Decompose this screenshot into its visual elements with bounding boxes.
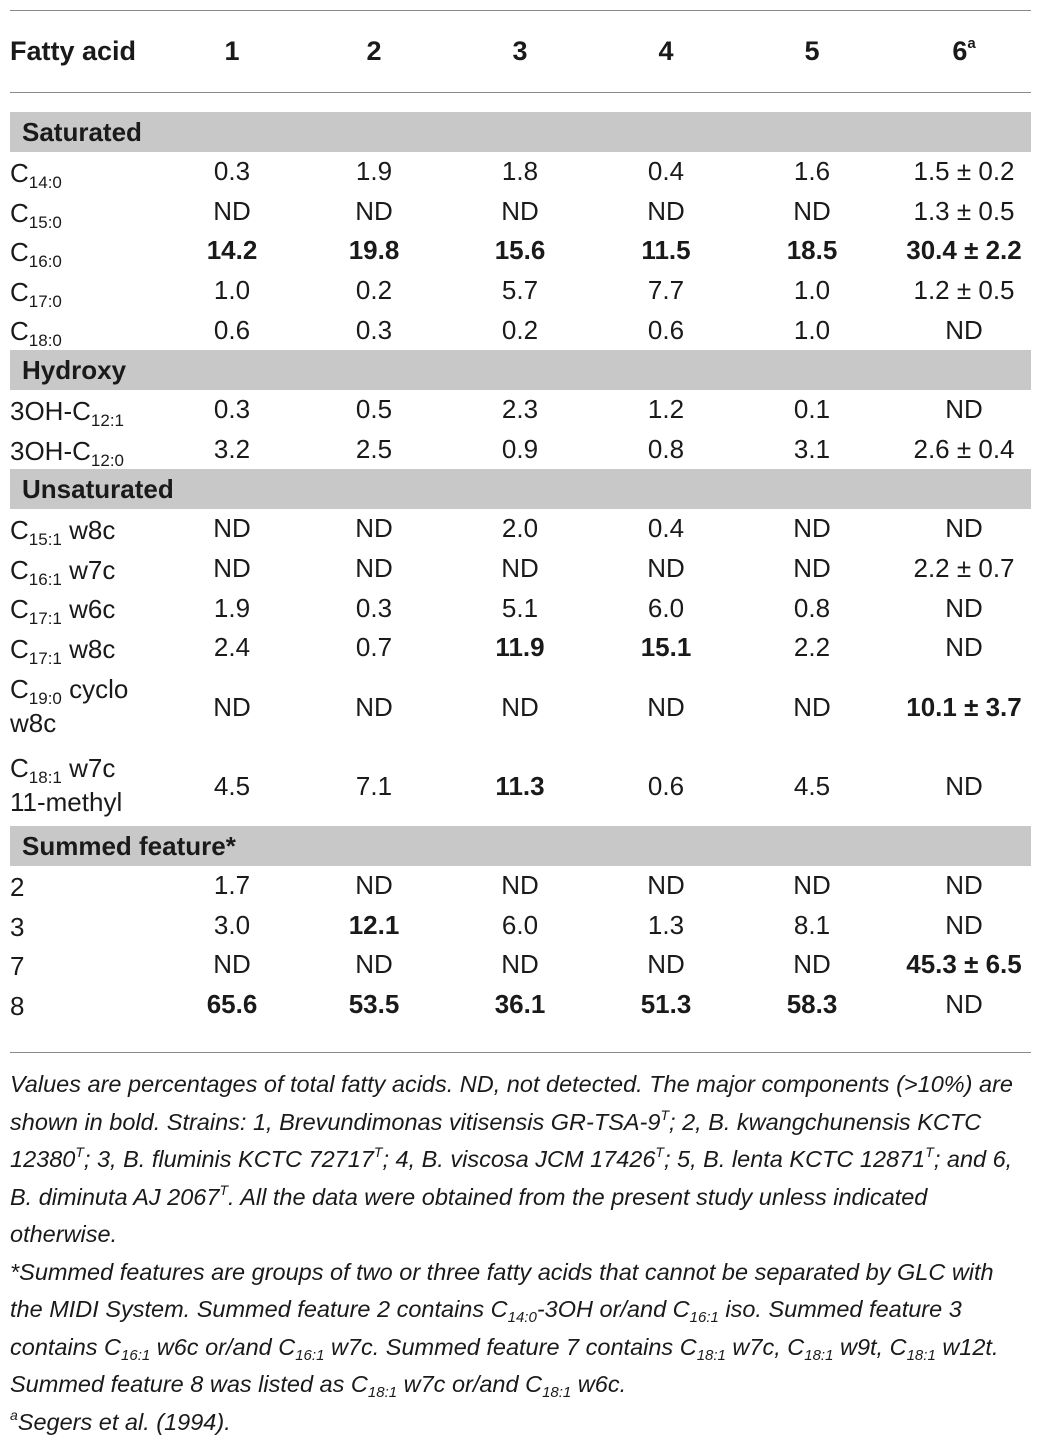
value-cell-col-4: 51.3 <box>640 988 692 1019</box>
table-row <box>10 668 1031 747</box>
value-cell-col-2: 0.2 <box>355 275 393 306</box>
value-cell-col-5: 58.3 <box>786 988 838 1019</box>
value-cell-col-2: ND <box>355 513 393 544</box>
fatty-acid-name: $C_{17:0}$ <box>10 276 62 311</box>
value-cell-col-2: 12.1 <box>348 909 400 940</box>
fatty-acid-name: $3OH-C_{12:1}$ <box>10 395 124 430</box>
table-row <box>10 945 1031 985</box>
value-cell-col-5: ND <box>793 553 831 584</box>
table-row <box>10 985 1031 1025</box>
value-cell-col-6: ND <box>945 632 983 663</box>
value-cell-col-2: ND <box>355 553 393 584</box>
value-cell-col-3: ND <box>501 195 539 226</box>
value-cell-col-3: 0.9 <box>501 433 539 464</box>
value-cell-col-1: 1.0 <box>213 275 251 306</box>
value-cell-col-4: 0.4 <box>647 156 685 187</box>
value-cell-col-5: 1.6 <box>793 156 831 187</box>
fatty-acid-name: $C_{16:0}$ <box>10 237 62 272</box>
value-cell-col-6: ND <box>945 770 983 801</box>
value-cell-col-1: 1.9 <box>213 592 251 623</box>
value-cell-col-6: ND <box>945 513 983 544</box>
value-cell-col-3: ND <box>501 870 539 901</box>
value-cell-col-5: ND <box>793 691 831 722</box>
table-row <box>10 231 1031 271</box>
value-cell-col-1: 0.3 <box>213 394 251 425</box>
value-cell-col-1: 14.2 <box>206 235 258 266</box>
value-cell-col-1: ND <box>213 553 251 584</box>
value-cell-col-4: 0.6 <box>647 770 685 801</box>
value-cell-col-2: ND <box>355 949 393 980</box>
value-cell-col-2: 0.3 <box>355 314 393 345</box>
table-row <box>10 271 1031 311</box>
value-cell-col-3: ND <box>501 691 539 722</box>
value-cell-col-1: ND <box>213 513 251 544</box>
value-cell-col-2: ND <box>355 195 393 226</box>
header-col-1: 1 <box>224 36 240 66</box>
value-cell-col-4: 0.8 <box>647 433 685 464</box>
value-cell-col-2: 2.5 <box>355 433 393 464</box>
value-cell-col-5: ND <box>793 513 831 544</box>
value-cell-col-1: ND <box>213 195 251 226</box>
value-cell-col-3: 11.9 <box>495 632 545 663</box>
value-cell-col-6: 10.1 ± 3.7 <box>906 691 1022 722</box>
table-row <box>10 152 1031 192</box>
value-cell-col-5: 3.1 <box>793 433 831 464</box>
value-cell-col-1: 65.6 <box>206 988 258 1019</box>
fatty-acid-name: $C_{19:0}$ cyclo w8c <box>10 673 129 738</box>
value-cell-col-4: 1.3 <box>647 909 685 940</box>
value-cell-col-2: 53.5 <box>348 988 400 1019</box>
value-cell-col-6: 1.5 ± 0.2 <box>913 156 1015 187</box>
fatty-acid-name: 8 <box>10 990 25 1021</box>
value-cell-col-1: 1.7 <box>213 870 251 901</box>
fatty-acid-name: $C_{18:1}$ w7c 11-methyl <box>10 752 123 817</box>
value-cell-col-2: ND <box>355 870 393 901</box>
footnote-reference: $^a$Segers et al. (1994). <box>10 1406 231 1435</box>
value-cell-col-4: 1.2 <box>647 394 685 425</box>
table-row <box>10 588 1031 628</box>
value-cell-col-6: ND <box>945 909 983 940</box>
section-header: Summed feature* <box>10 826 1031 866</box>
value-cell-col-2: 7.1 <box>355 770 393 801</box>
fatty-acid-name: $C_{16:1}$ w7c <box>10 554 116 589</box>
value-cell-col-1: 3.2 <box>213 433 251 464</box>
value-cell-col-4: ND <box>647 870 685 901</box>
table-row <box>10 192 1031 232</box>
section-header: Unsaturated <box>10 469 1031 509</box>
value-cell-col-1: 4.5 <box>213 770 251 801</box>
value-cell-col-6: 1.3 ± 0.5 <box>913 195 1015 226</box>
value-cell-col-5: 0.8 <box>793 592 831 623</box>
fatty-acid-name: 2 <box>10 871 25 902</box>
fatty-acid-name: 7 <box>10 951 25 982</box>
table-footnotes <box>10 1066 1031 1441</box>
value-cell-col-3: 2.3 <box>501 394 539 425</box>
section-header: Saturated <box>10 112 1031 152</box>
header-col-5: 5 <box>804 36 820 66</box>
value-cell-col-6: 45.3 ± 6.5 <box>906 949 1022 980</box>
header-fatty-acid: Fatty acid <box>10 36 137 66</box>
value-cell-col-3: 5.1 <box>501 592 539 623</box>
table-row <box>10 747 1031 826</box>
value-cell-col-4: 6.0 <box>647 592 685 623</box>
fatty-acid-name: $C_{17:1}$ w8c <box>10 633 116 668</box>
value-cell-col-6: ND <box>945 394 983 425</box>
table-row <box>10 509 1031 549</box>
value-cell-col-3: ND <box>501 553 539 584</box>
table-row <box>10 906 1031 946</box>
table-bottom-rule <box>10 1052 1031 1053</box>
value-cell-col-3: 1.8 <box>501 156 539 187</box>
value-cell-col-5: ND <box>793 949 831 980</box>
value-cell-col-1: ND <box>213 949 251 980</box>
value-cell-col-3: ND <box>501 949 539 980</box>
value-cell-col-1: 3.0 <box>213 909 251 940</box>
table-row <box>10 310 1031 350</box>
value-cell-col-2: 0.5 <box>355 394 393 425</box>
value-cell-col-3: 0.2 <box>501 314 539 345</box>
value-cell-col-6: ND <box>945 592 983 623</box>
value-cell-col-5: ND <box>793 870 831 901</box>
value-cell-col-5: 1.0 <box>793 314 831 345</box>
value-cell-col-1: 2.4 <box>213 632 251 663</box>
value-cell-col-4: ND <box>647 553 685 584</box>
table-row <box>10 549 1031 589</box>
value-cell-col-2: 0.7 <box>355 632 393 663</box>
value-cell-col-2: 0.3 <box>355 592 393 623</box>
value-cell-col-5: 0.1 <box>793 394 831 425</box>
value-cell-col-2: 19.8 <box>348 235 400 266</box>
value-cell-col-3: 2.0 <box>501 513 539 544</box>
value-cell-col-5: 1.0 <box>793 275 831 306</box>
value-cell-col-1: 0.3 <box>213 156 251 187</box>
table-row <box>10 390 1031 430</box>
header-col-3: 3 <box>512 36 528 66</box>
value-cell-col-3: 15.6 <box>494 235 546 266</box>
value-cell-col-5: ND <box>793 195 831 226</box>
fatty-acid-name: $C_{15:1}$ w8c <box>10 515 116 550</box>
table-header <box>10 24 1031 80</box>
fatty-acid-name: $C_{17:1}$ w6c <box>10 594 116 629</box>
value-cell-col-6: ND <box>945 870 983 901</box>
value-cell-col-5: 4.5 <box>793 770 831 801</box>
fatty-acid-name: $C_{14:0}$ <box>10 158 62 192</box>
header-col-2: 2 <box>366 36 382 66</box>
value-cell-col-6: 2.6 ± 0.4 <box>913 433 1015 464</box>
table-row <box>10 430 1031 470</box>
value-cell-col-4: ND <box>647 691 685 722</box>
value-cell-col-6: 1.2 ± 0.5 <box>913 275 1015 306</box>
header-col-4: 4 <box>658 36 674 66</box>
value-cell-col-3: 6.0 <box>501 909 539 940</box>
value-cell-col-4: 15.1 <box>640 632 692 663</box>
table-top-rule <box>10 10 1031 11</box>
table-header-rule <box>10 92 1031 93</box>
value-cell-col-2: ND <box>355 691 393 722</box>
value-cell-col-3: 5.7 <box>501 275 539 306</box>
fatty-acid-name: 3 <box>10 911 25 942</box>
section-header: Hydroxy <box>10 350 1031 390</box>
value-cell-col-1: ND <box>213 691 251 722</box>
fatty-acid-name: $C_{18:0}$ <box>10 316 62 351</box>
value-cell-col-1: 0.6 <box>213 314 251 345</box>
value-cell-col-6: 30.4 ± 2.2 <box>906 235 1022 266</box>
footnote-summed-features: *Summed features are groups of two or three fatty acids that cannot be separated by GLC with the MIDI System. Summed feature 2 contains $C_{14:0}-3OH$ or/and $C_{16:1}$ iso. Summed feature 3 contains $C_{16:1}$ w6c or/and $C_{16:1}$ w7c. Summed feature 7 contains $C_{18:1}$ w7c, $C_{18:1}$ w9t, $C_{18:1}$ w12t. Summed feature 8 was listed as $C_{18:1}$ w7c or/and $C_{18:1}$ w6c. <box>10 1258 999 1401</box>
value-cell-col-2: 1.9 <box>355 156 393 187</box>
value-cell-col-4: ND <box>647 195 685 226</box>
value-cell-col-4: 0.6 <box>647 314 685 345</box>
footnote-strains: Values are percentages of total fatty acids. ND, not detected. The major components (>10%) are shown in bold. Strains: 1, Brevundimonas vitisensis $GR-TSA-9^T$; 2, B. kwangchunensis KCTC $12380^T$; 3, B. fluminis KCTC $72717^T$; 4, B. viscosa JCM $17426^T$; 5, B. lenta KCTC $12871^T$; and 6, B. diminuta AJ $2067^T$. All the data were obtained from the present study unless indicated otherwise. <box>10 1071 1013 1247</box>
value-cell-col-6: ND <box>945 988 983 1019</box>
value-cell-col-5: 18.5 <box>786 235 838 266</box>
fatty-acid-name: $C_{15:0}$ <box>10 197 62 232</box>
value-cell-col-3: 36.1 <box>494 988 546 1019</box>
value-cell-col-4: 0.4 <box>647 513 685 544</box>
table-body <box>10 112 1031 1024</box>
fatty-acid-name: $3OH-C_{12:0}$ <box>10 435 124 470</box>
value-cell-col-6: ND <box>945 314 983 345</box>
table-row <box>10 628 1031 668</box>
value-cell-col-4: ND <box>647 949 685 980</box>
value-cell-col-5: 2.2 <box>793 632 831 663</box>
table-row <box>10 866 1031 906</box>
value-cell-col-4: 11.5 <box>641 235 691 266</box>
header-col-6: 6$^a$ <box>952 35 976 66</box>
value-cell-col-5: 8.1 <box>793 909 831 940</box>
value-cell-col-6: 2.2 ± 0.7 <box>913 553 1015 584</box>
value-cell-col-3: 11.3 <box>495 770 545 801</box>
value-cell-col-4: 7.7 <box>647 275 685 306</box>
